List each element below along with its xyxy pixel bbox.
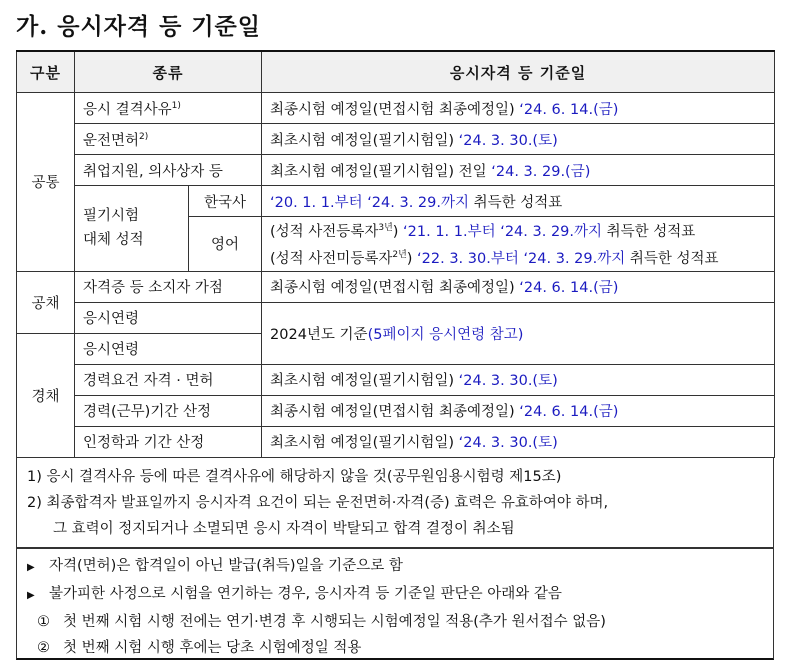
table-row [17, 155, 775, 186]
triangle-bullet-icon: ▶ [27, 562, 35, 573]
criteria-cell-age: 2024년도 기준(5페이지 응시연령 참고) [262, 302, 775, 364]
header-type: 종류 [75, 51, 262, 93]
type-cell: 자격증 등 소지자 가점 [75, 271, 262, 302]
type-cell: 경력(근무)기간 산정 [75, 395, 262, 426]
type-cell-english: 영어 [189, 217, 262, 272]
criteria-cell: 최종시험 예정일(면접시험 최종예정일) ‘24. 6. 14.(금) [262, 395, 775, 426]
header-criteria: 응시자격 등 기준일 [262, 51, 775, 93]
header-category: 구분 [17, 51, 75, 93]
table-row [17, 395, 775, 426]
type-cell: 경력요건 자격 · 면허 [75, 364, 262, 395]
table-row [17, 426, 775, 457]
criteria-table [16, 50, 775, 458]
bullet-notes [16, 548, 774, 660]
criteria-cell: 최종시험 예정일(면접시험 최종예정일) ‘24. 6. 14.(금) [262, 271, 775, 302]
sub-item: ① 첫 번째 시험 시행 전에는 연기·변경 후 시행되는 시험예정일 적용(추가 원서접수 없음) [37, 614, 606, 630]
sub-item: ② 첫 번째 시험 시행 후에는 당초 시험예정일 적용 [37, 640, 362, 656]
type-cell: 인정학과 기간 산정 [75, 426, 262, 457]
table-header-row [17, 51, 775, 93]
type-cell-korean-history: 한국사 [189, 186, 262, 217]
criteria-cell: 최종시험 예정일(면접시험 최종예정일) ‘24. 6. 14.(금) [262, 93, 775, 124]
type-cell: 응시 결격사유$^{1)}$ [75, 93, 262, 124]
type-cell: 응시연령 [75, 302, 262, 333]
group-replacement: 필기시험 대체 성적 [75, 186, 189, 272]
criteria-cell: 최초시험 예정일(필기시험일) ‘24. 3. 30.(토) [262, 364, 775, 395]
table-row [17, 364, 775, 395]
footnote-2-continued: 그 효력이 정지되거나 소멸되면 응시 자격이 박탈되고 합격 결정이 취소됨 [53, 521, 515, 537]
table-row [17, 124, 775, 155]
criteria-cell: 최초시험 예정일(필기시험일) 전일 ‘24. 3. 29.(금) [262, 155, 775, 186]
type-cell: 응시연령 [75, 333, 262, 364]
criteria-cell: ‘20. 1. 1.부터 ‘24. 3. 29.까지 취득한 성적표 [262, 186, 775, 217]
table-row [17, 93, 775, 124]
footnote-2: 2) 최종합격자 발표일까지 응시자격 요건이 되는 운전면허·자격(증) 효력은 유효하여야 하며, [27, 495, 609, 511]
footnote-1: 1) 응시 결격사유 등에 따른 결격사유에 해당하지 않을 것(공무원임용시험령 제15조) [27, 469, 562, 485]
triangle-bullet-icon: ▶ [27, 590, 35, 601]
criteria-cell: 최초시험 예정일(필기시험일) ‘24. 3. 30.(토) [262, 426, 775, 457]
group-public: 공채 [17, 271, 75, 333]
criteria-cell-english: (성적 사전등록자$^{3년}$) ‘21. 1. 1.부터 ‘24. 3. 29.까지 취득한 성적표 (성적 사전미등록자$^{2년}$) ‘22. 3. 30.부터 ‘24. 3. 29.까지 취득한 성적표 [262, 217, 775, 272]
bullet-item: ▶ 불가피한 사정으로 시험을 연기하는 경우, 응시자격 등 기준일 판단은 아래와 같음 [27, 581, 763, 609]
bullet-item: ▶ 자격(면허)은 합격일이 아닌 발급(취득)일을 기준으로 함 [27, 553, 763, 581]
criteria-cell: 최초시험 예정일(필기시험일) ‘24. 3. 30.(토) [262, 124, 775, 155]
section-title: 가. 응시자격 등 기준일 [16, 13, 261, 40]
footnotes [16, 458, 774, 548]
group-career: 경채 [17, 333, 75, 457]
table-row [17, 186, 775, 217]
type-cell: 운전면허$^{2)}$ [75, 124, 262, 155]
group-common: 공통 [17, 93, 75, 272]
table-row [17, 271, 775, 302]
table-row [17, 302, 775, 333]
type-cell: 취업지원, 의사상자 등 [75, 155, 262, 186]
